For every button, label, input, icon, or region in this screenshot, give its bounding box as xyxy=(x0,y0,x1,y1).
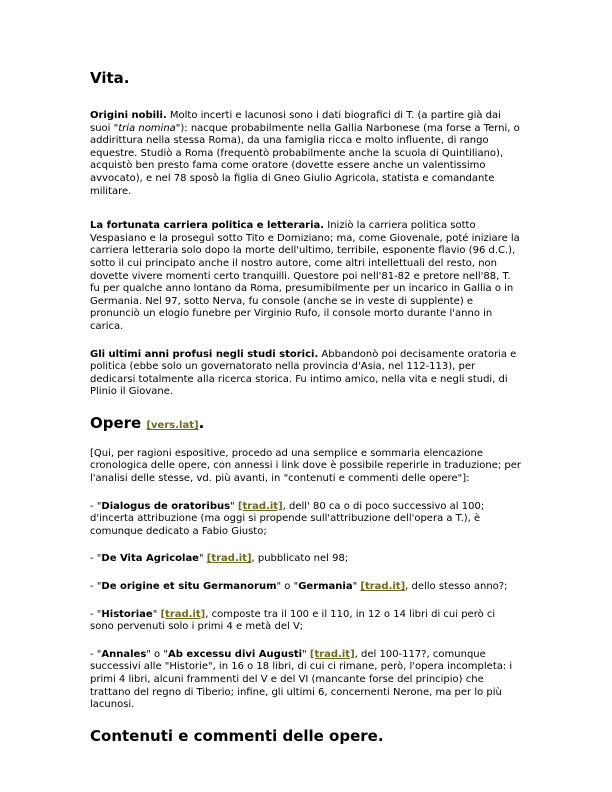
paragraph-opere-intro: [Qui, per ragioni espositive, procedo ad una semplice e sommaria elencazione cronologica delle opere, con annessi i link dove è possibile reperirle in traduzione; per l'analisi delle stesse, vd. più avanti, in "contenuti e commenti delle opere"]: xyxy=(90,447,522,485)
section-heading-vita: Vita. xyxy=(90,69,130,87)
list-item: - "De origine et situ Germanorum" o "Germania" [trad.it], dello stesso anno?; xyxy=(90,581,508,593)
list-item: - "Dialogus de oratoribus" [trad.it], dell' 80 ca o di poco successivo al 100; d'incerta attribuzione (ma oggi si propende sull'attribuzione dell'opera a T.), è comunque dedicato a Fabio Giusto; xyxy=(90,500,485,537)
trad-it-link[interactable]: [trad.it] xyxy=(237,500,283,512)
paragraph-carriera: La fortunata carriera politica e letteraria. Iniziò la carriera politica sotto Vespasiano e la proseguì sotto Tito e Domiziano; ma, come Giovenale, poté iniziare la carriera letteraria solo dopo la morte dell'ultimo, terribile, esponente flavio (96 d.C.), sotto il cui principato anche il nostro autore, come altri intellettuali del resto, non dovette vivere momenti certo tranquilli. Questore poi nell'81-82 e pretore nell'88, T. fu per qualche anno lontano da Roma, presumibilmente per un incarico in Gallia o in Germania. Nel 97, sotto Nerva, fu console (anche se in veste di supplente) e pronunciò un elogio funebre per Virginio Rufo, il console morto durante l'anno in carica. xyxy=(90,220,520,332)
paragraph-origini: Origini nobili. Molto incerti e lacunosi sono i dati biografici di T. (a partire già dai suoi "tria nomina"): nacque probabilmente nella Gallia Narbonese (ma forse a Terni, o addirittura nella stessa Roma), da una famiglia ricca e molto influente, di rango equestre. Studiò a Roma (frequentò probabilmente anche la scuola di Quintiliano), acquistò ben presto fama come oratore (dovette essere anche un valentissimo avvocato), e nel 78 sposò la figlia di Gneo Giulio Agricola, statista e comandante militare. xyxy=(90,110,520,197)
section-heading-contenuti: Contenuti e commenti delle opere. xyxy=(90,726,384,745)
trad-it-link[interactable]: [trad.it] xyxy=(309,648,355,660)
trad-it-link[interactable]: [trad.it] xyxy=(206,553,252,565)
paragraph-ultimi-anni: Gli ultimi anni profusi negli studi storici. Abbandonò poi decisamente oratoria e politica (ebbe solo un governatorato nella provincia d'Asia, nel 112-113), per dedicarsi totalmente alla ricerca storica. Fu intimo amico, nella vita e negli studi, di Plinio il Giovane. xyxy=(90,348,517,398)
list-item: - "De Vita Agricolae" [trad.it], pubblicato nel 98; xyxy=(90,553,349,565)
vers-lat-link[interactable]: [vers.lat] xyxy=(146,419,199,431)
trad-it-link[interactable]: [trad.it] xyxy=(160,608,206,620)
paragraph-lead: La fortunata carriera politica e letteraria. xyxy=(90,220,325,232)
list-item: - "Annales" o "Ab excessu divi Augusti" [trad.it], del 100-117?, comunque successivi alle "Historie", in 16 o 18 libri, di cui ci rimane, però, l'opera incompleta: i primi 4 libri, alcuni frammenti del V e del VI (mancante forse del principio) che trattano del regno di Tiberio; infine, gli ultimi 6, concernenti Nerone, ma per lo più lacunosi. xyxy=(90,648,513,711)
section-heading-opere: Opere [vers.lat]. xyxy=(90,413,205,432)
paragraph-lead: Gli ultimi anni profusi negli studi storici. xyxy=(90,348,319,360)
list-item: - "Historiae" [trad.it], composte tra il 100 e il 110, in 12 o 14 libri di cui però ci sono pervenuti solo i primi 4 e metà del V; xyxy=(90,608,496,633)
trad-it-link[interactable]: [trad.it] xyxy=(360,581,406,593)
paragraph-lead: Origini nobili. xyxy=(90,110,167,121)
